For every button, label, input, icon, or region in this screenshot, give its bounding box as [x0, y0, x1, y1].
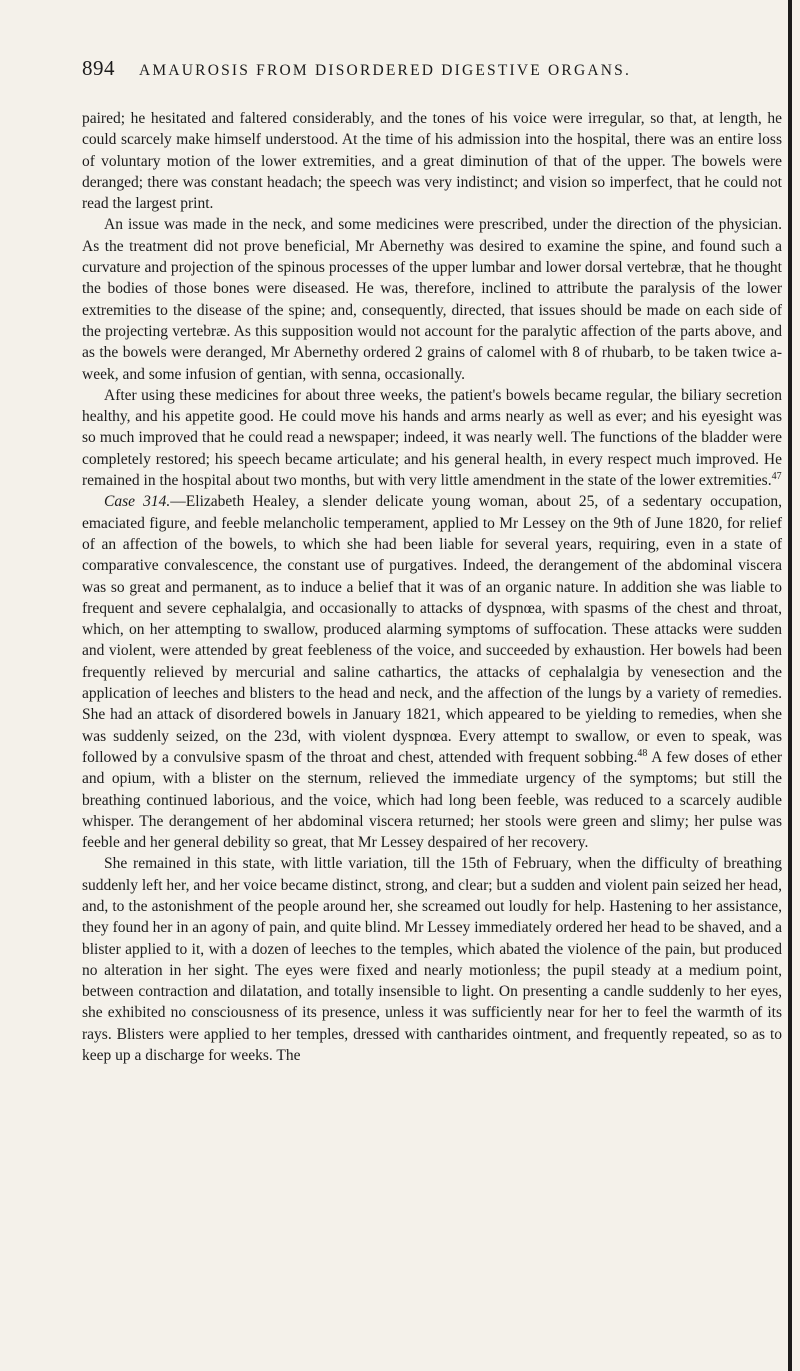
paragraph-5: She remained in this state, with little variation, till the 15th of February, when the difficulty of breathing suddenly left her, and her voice became distinct, strong, and clear; but a sudden and violent pain seized her head, and, to the astonishment of the people around her, she screamed out loudly for help. Hastening to her assistance, they found her in an agony of pain, and quite blind. Mr Lessey immediately ordered her head to be shaved, and a blister applied to it, with a dozen of leeches to the temples, which abated the violence of the pain, but produced no alteration in her sight. The eyes were fixed and nearly motionless; the pupil steady at a medium point, between contraction and dilatation, and totally insensible to light. On presenting a candle suddenly to her eyes, she exhibited no consciousness of its presence, unless it was sufficiently near for her to feel the warmth of its rays. Blisters were applied to her temples, dressed with cantharides ointment, and frequently repeated, so as to keep up a discharge for weeks. The [82, 855, 782, 1065]
page-edge-line [788, 0, 792, 1371]
footnote-marker-47: 47 [771, 470, 782, 482]
page-number: 894 [82, 56, 115, 80]
paragraph-case-314 [82, 491, 782, 853]
paragraph-2: An issue was made in the neck, and some medicines were prescribed, under the direction of the physician. As the treatment did not prove beneficial, Mr Abernethy was desired to examine the spine, and found such a curvature and projection of the spinous processes of the upper lumbar and lower dorsal vertebræ, that he thought the bodies of those bones were diseased. He was, therefore, inclined to attribute the paralysis of the lower extremities to the disease of the spine; and, consequently, directed, that issues should be made on each side of the projecting vertebræ. As this supposition would not account for the paralytic affection of the parts above, and as the bowels were deranged, Mr Abernethy ordered 2 grains of calomel with 8 of rhubarb, to be taken twice a-week, and some infusion of gentian, with senna, occasionally. [82, 216, 782, 383]
case-314-text: —Elizabeth Healey, a slender delicate young woman, about 25, of a sedentary occupation, emaciated figure, and feeble melancholic temperament, applied to Mr Lessey on the 9th of June 1820, for relief of an affection of the bowels, to which she had been liable for several years, requiring, even in a state of comparative convalescence, the constant use of purgatives. Indeed, the derangement of the abdominal viscera was so great and permanent, as to induce a belief that it was of an organic nature. In addition she was liable to frequent and severe cephalalgia, and occasionally to attacks of dyspnœa, with spasms of the chest and throat, which, on her attempting to swallow, produced alarming symptoms of suffocation. These attacks were sudden and violent, were attended by great feebleness of the voice, and succeeded by exhaustion. Her bowels had been frequently relieved by mercurial and saline cathartics, the attacks of cephalalgia by venesection and the application of leeches and blisters to the head and neck, and the affection of the lungs by a variety of remedies. She had an attack of disordered bowels in January 1821, which appeared to be yielding to remedies, when she was suddenly seized, on the 23d, with violent dyspnœa. Every attempt to swallow, or even to speak, was followed by a convulsive spasm of the throat and chest, attended with frequent sobbing. [82, 493, 783, 766]
case-314-text-continued: A few doses of ether and opium, with a blister on the sternum, relieved the immediate urgency of the symptoms; but still the breathing continued laborious, and the voice, which had long been feeble, was reduced to a scarcely audible whisper. The derangement of her abdominal viscera returned; her stools were green and slimy; her pulse was feeble and her general debility so great, that Mr Lessey despaired of her recovery. [82, 748, 782, 852]
paragraph-1: paired; he hesitated and faltered considerably, and the tones of his voice were irregular, so that, at length, he could scarcely make himself understood. At the time of his admission into the hospital, there was an entire loss of voluntary motion of the lower extremities, and a great diminution of that of the upper. The bowels were deranged; there was constant headach; the speech was very indistinct; and vision so imperfect, that he could not read the largest print. [82, 110, 782, 213]
footnote-marker-48: 48 [637, 747, 648, 759]
running-title: AMAUROSIS FROM DISORDERED DIGESTIVE ORGANS. [139, 62, 632, 79]
page-header [82, 56, 722, 81]
body-text [82, 108, 782, 1066]
paragraph-3 [82, 385, 782, 491]
paragraph-3-text: After using these medicines for about three weeks, the patient's bowels became regular, the biliary secretion healthy, and his appetite good. He could move his hands and arms nearly as well as ever; and his eyesight was so much improved that he could read a newspaper; indeed, it was nearly well. The functions of the bladder were completely restored; his speech became articulate; and his general health, in every respect much improved. He remained in the hospital about two months, but with very little amendment in the state of the lower extremities. [82, 386, 782, 490]
case-label: Case 314. [104, 493, 171, 511]
